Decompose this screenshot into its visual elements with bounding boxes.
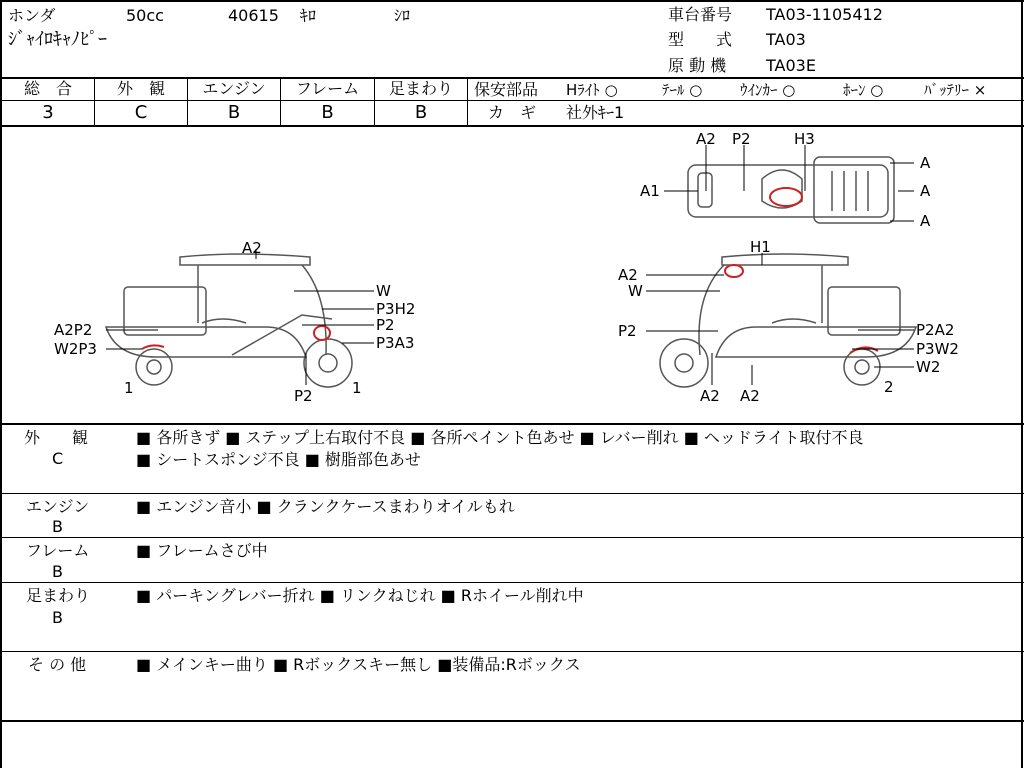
- safety-item-name: ﾎｰﾝ: [843, 81, 866, 99]
- diagram-label: A: [920, 182, 931, 200]
- diagram-label: W: [628, 282, 643, 300]
- safety-item-tail: [662, 80, 702, 100]
- grade-overall-label: 総 合: [23, 79, 72, 98]
- diagram-label: A1: [640, 182, 660, 200]
- safety-item-mark: ○: [689, 81, 703, 99]
- damage-diagram: [2, 127, 1022, 423]
- section-engine-line: ■ エンジン音小 ■ クランクケースまわりオイルもれ: [136, 497, 515, 516]
- safety-item-headlight: [566, 80, 618, 100]
- top-view-outline: [688, 157, 894, 223]
- section-suspension-grade: B: [52, 608, 63, 627]
- safety-item-mark: ○: [782, 81, 796, 99]
- divider: [0, 423, 1024, 425]
- divider: [0, 100, 1024, 101]
- diagram-label: H3: [794, 130, 815, 148]
- engine-model-value: TA03E: [766, 56, 816, 75]
- diagram-label: P2: [294, 387, 313, 405]
- section-engine-grade: B: [52, 517, 63, 536]
- chassis-value: TA03-1105412: [766, 5, 883, 24]
- chassis-label: 車台番号: [668, 5, 733, 24]
- diagram-label: P3W2: [916, 340, 959, 358]
- safety-item-name: ﾊﾞｯﾃﾘｰ: [924, 81, 970, 99]
- grade-engine-label: エンジン: [202, 79, 266, 98]
- section-exterior-line: ■ 各所きず ■ ステップ上右取付不良 ■ 各所ペイント色あせ ■ レバー削れ ■ ヘッドライト取付不良: [136, 428, 864, 447]
- divider: [0, 493, 1024, 494]
- displacement: 50cc: [126, 6, 164, 25]
- maker: ホンダ: [8, 6, 56, 25]
- section-engine-label: エンジン: [26, 497, 90, 516]
- diagram-label: A2: [740, 387, 760, 405]
- diagram-label: A2: [618, 266, 638, 284]
- border-top: [0, 0, 1024, 2]
- grade-frame-label: フレーム: [295, 79, 360, 98]
- divider: [0, 720, 1024, 722]
- safety-item-name: ｳｲﾝｶｰ: [740, 81, 778, 99]
- section-suspension-label: 足まわり: [26, 586, 91, 605]
- diagram-label: A: [920, 212, 931, 230]
- key-value: 社外ｷｰ1: [566, 103, 625, 122]
- diagram-label: W2: [916, 358, 941, 376]
- grade-suspension-value: B: [414, 102, 428, 123]
- diagram-label: 1: [352, 379, 362, 397]
- diagram-label: A2P2: [54, 321, 93, 339]
- type-value: TA03: [766, 30, 806, 49]
- section-exterior-grade: C: [52, 449, 64, 468]
- safety-item-name: ﾃｰﾙ: [662, 81, 685, 99]
- diagram-label: A2: [696, 130, 716, 148]
- diagram-label: A: [920, 154, 931, 172]
- diagram-label: P2: [732, 130, 751, 148]
- section-frame-grade: B: [52, 562, 63, 581]
- divider: [0, 651, 1024, 652]
- mileage: 40615: [228, 6, 279, 25]
- section-exterior-label: 外 観: [24, 428, 89, 447]
- left-side-view-outline: [106, 254, 352, 387]
- diagram-label: P2: [618, 322, 637, 340]
- safety-item-horn: [843, 80, 883, 100]
- divider: [0, 582, 1024, 583]
- diagram-label: P2: [376, 316, 395, 334]
- safety-item-battery: [924, 80, 986, 100]
- diagram-label: 1: [124, 379, 134, 397]
- diagram-label: H1: [750, 238, 771, 256]
- section-frame-line: ■ フレームさび中: [136, 541, 268, 560]
- grade-suspension-label: 足まわり: [388, 79, 453, 98]
- safety-item-winker: [740, 80, 795, 100]
- diagram-label: P3A3: [376, 334, 415, 352]
- safety-label: 保安部品: [474, 80, 539, 99]
- color: ｼﾛ: [394, 6, 411, 25]
- grade-overall-value: 3: [42, 102, 54, 123]
- grade-exterior-label: 外 観: [116, 79, 165, 98]
- diagram-label: 2: [884, 378, 894, 396]
- diagram-label: W2P3: [54, 340, 97, 358]
- section-frame-label: フレーム: [26, 541, 90, 560]
- safety-item-mark: ○: [870, 81, 884, 99]
- grade-exterior-value: C: [134, 102, 148, 123]
- diagram-label: P3H2: [376, 300, 416, 318]
- diagram-label: P2A2: [916, 321, 955, 339]
- diagram-label: W: [376, 282, 391, 300]
- mileage-unit: ｷﾛ: [300, 6, 317, 25]
- grade-frame-value: B: [321, 102, 334, 123]
- section-other-label: そ の 他: [28, 655, 87, 674]
- section-exterior-line: ■ シートスポンジ不良 ■ 樹脂部色あせ: [136, 450, 421, 469]
- divider: [0, 537, 1024, 538]
- model-name: ｼﾞｬｲﾛｷｬﾉﾋﾟｰ: [8, 29, 107, 50]
- grade-engine-value: B: [227, 102, 241, 123]
- section-suspension-line: ■ パーキングレバー折れ ■ リンクねじれ ■ Rホイール削れ中: [136, 586, 584, 605]
- divider: [467, 78, 468, 126]
- section-other-line: ■ メインキー曲り ■ Rボックスキー無し ■装備品:Rボックス: [136, 655, 581, 674]
- key-label: カ ギ: [488, 103, 537, 122]
- diagram-label: A2: [242, 239, 262, 257]
- type-label: 型 式: [668, 30, 733, 49]
- safety-item-mark: ○: [604, 81, 618, 99]
- engine-model-label: 原 動 機: [668, 56, 727, 75]
- safety-item-name: Hﾗｲﾄ: [566, 81, 600, 99]
- diagram-label: A2: [700, 387, 720, 405]
- safety-item-mark: ×: [973, 81, 987, 99]
